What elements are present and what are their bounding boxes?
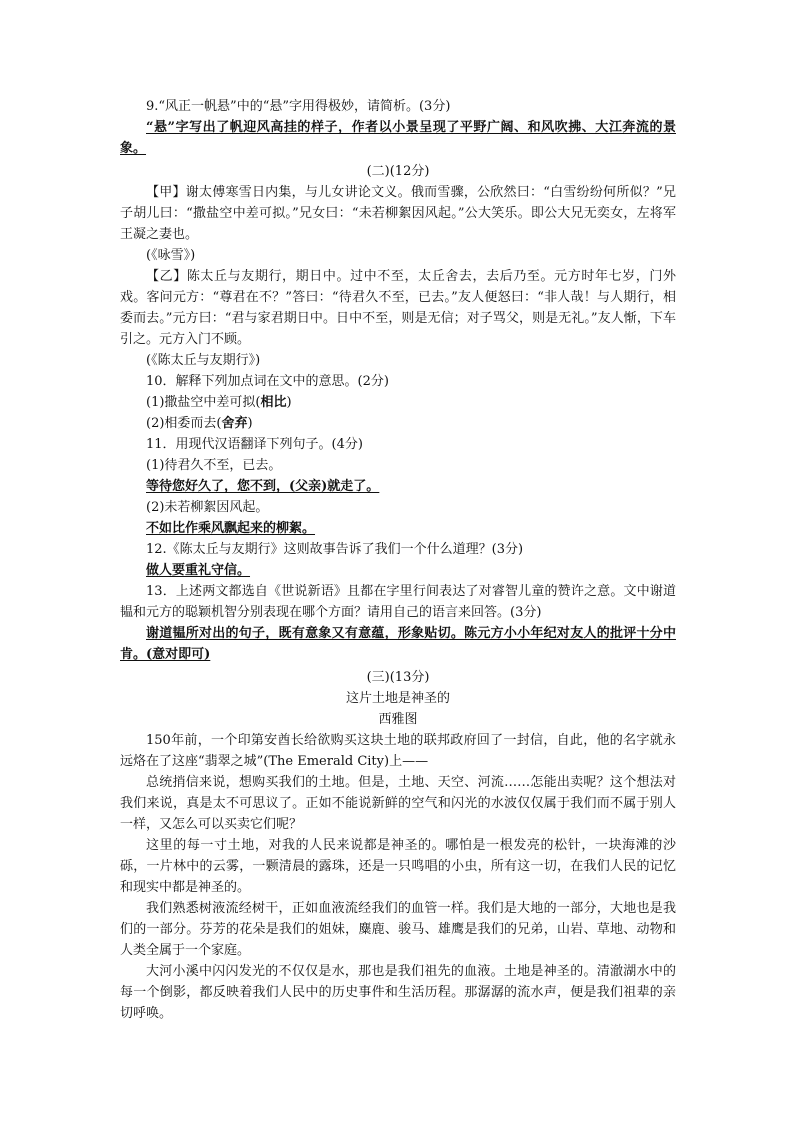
q10-item1-answer: 相比 bbox=[260, 395, 287, 410]
article-paragraph: 总统捎信来说，想购买我们的土地。但是，土地、天空、河流……怎能出卖呢？这个想法对我们来说，真是太不可思议了。正如不能说新鲜的空气和闪光的水波仅仅属于我们而不属于别人一样，又怎么可以买卖它们呢？ bbox=[120, 775, 676, 832]
q9-question: 9.“风正一帆悬”中的“悬”字用得极妙，请简析。(3分) bbox=[146, 99, 451, 114]
q10-item2: (2)相委而去(舍弃) bbox=[146, 416, 253, 431]
q12-question: 12.《陈太丘与友期行》这则故事告诉了我们一个什么道理？(3分) bbox=[146, 542, 524, 557]
article-author: 西雅图 bbox=[378, 712, 418, 727]
article-paragraph: 大河小溪中闪闪发光的不仅仅是水，那也是我们祖先的血液。土地是神圣的。清澈湖水中的每一个倒影，都反映着我们人民中的历史事件和生活历程。那潺潺的流水声，便是我们祖辈的亲切呼唤。 bbox=[120, 964, 676, 1021]
q11-item1: (1)待君久不至，已去。 bbox=[146, 458, 282, 473]
section3-header: (三)(13分) bbox=[366, 670, 430, 685]
section2-header: (二)(12分) bbox=[366, 164, 430, 179]
passage-jia-source: (《咏雪》) bbox=[146, 248, 196, 263]
q11-item2: (2)未若柳絮因风起。 bbox=[146, 500, 269, 515]
article-paragraph: 我们熟悉树液流经树干，正如血液流经我们的血管一样。我们是大地的一部分，大地也是我们的一部分。芬芳的花朵是我们的姐妹，麋鹿、骏马、雄鹰是我们的兄弟，山岩、草地、动物和人类全属于一个家庭。 bbox=[120, 901, 676, 958]
q11-item2-answer: 不如比作乘风飘起来的柳絮。 bbox=[146, 521, 316, 536]
passage-yi: 【乙】陈太丘与友期行，期日中。过中不至，太丘舍去，去后乃至。元方时年七岁，门外戏。客问元方：“尊君在不？”答曰：“待君久不至，已去。”友人便怒曰：“非人哉！与人期行，相委而去。”元方曰：“君与家君期日中。日中不至，则是无信；对子骂父，则是无礼。”友人惭，下车引之。元方入门不顾。 bbox=[120, 269, 676, 347]
q10-item2-answer: 舍弃 bbox=[221, 416, 248, 431]
q11-question: 11．用现代汉语翻译下列句子。(4分) bbox=[146, 437, 363, 452]
article-paragraph: 这里的每一寸土地，对我的人民来说都是神圣的。哪怕是一根发亮的松针，一块海滩的沙砾，一片林中的云雾，一颗清晨的露珠，还是一只鸣唱的小虫，所有这一切，在我们人民的记忆和现实中都是神圣的。 bbox=[120, 838, 676, 895]
q10-item2-text: (2)相委而去( bbox=[146, 416, 222, 431]
q10-item1-text: (1)撒盐空中差可拟( bbox=[146, 395, 261, 410]
q13-question: 13．上述两文都选自《世说新语》且都在字里行间表达了对睿智儿童的赞许之意。文中谢道韫和元方的聪颖机智分别表现在哪个方面？请用自己的语言来回答。(3分) bbox=[120, 584, 676, 620]
q12-answer: 做人要重礼守信。 bbox=[146, 563, 251, 578]
q9-answer: “悬”字写出了帆迎风高挂的样子，作者以小景呈现了平野广阔、和风吹拂、大江奔流的景象。 bbox=[120, 120, 676, 156]
article-title: 这片土地是神圣的 bbox=[345, 691, 450, 706]
q11-item1-answer: 等待您好久了，您不到，(父亲)就走了。 bbox=[146, 479, 380, 494]
article-paragraph: 150年前，一个印第安酋长给欲购买这块土地的联邦政府回了一封信，自此，他的名字就永远烙在了这座“翡翠之城”(The Emerald City)上—— bbox=[120, 733, 676, 769]
q13-answer: 谢道韫所对出的句子，既有意象又有意蕴，形象贴切。陈元方小小年纪对友人的批评十分中肯。(意对即可) bbox=[120, 626, 676, 662]
passage-jia: 【甲】谢太傅寒雪日内集，与儿女讲论文义。俄而雪骤，公欣然曰：“白雪纷纷何所似？”兄子胡儿曰：“撒盐空中差可拟。”兄女曰：“未若柳絮因风起。”公大笑乐。即公大兄无奕女，左将军王凝之妻也。 bbox=[120, 185, 676, 242]
q10-question: 10．解释下列加点词在文中的意思。(2分) bbox=[146, 374, 389, 389]
content-column bbox=[120, 96, 676, 1024]
passage-yi-source: (《陈太丘与友期行》) bbox=[146, 353, 261, 368]
q10-item1: (1)撒盐空中差可拟(相比) bbox=[146, 395, 292, 410]
